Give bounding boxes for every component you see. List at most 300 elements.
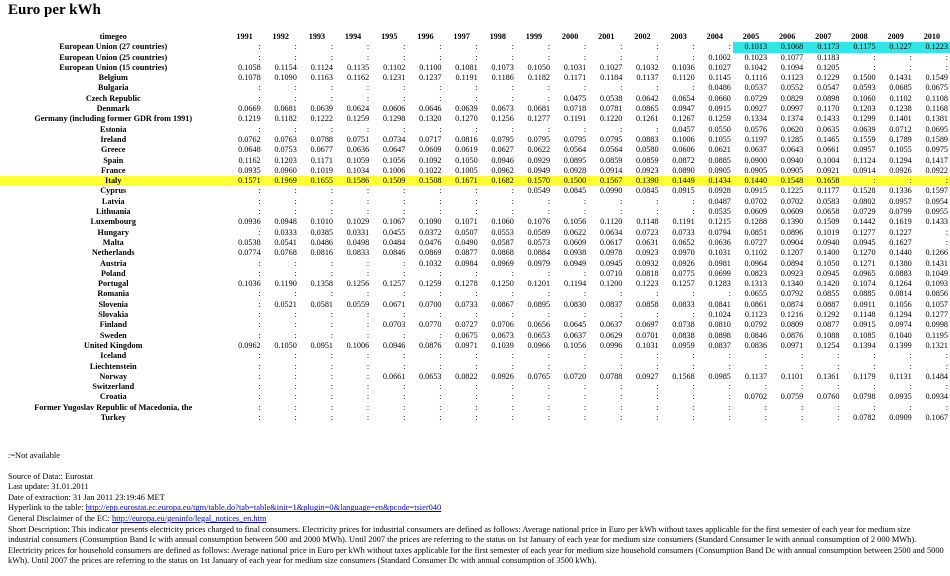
price-cell: 0.1175 — [841, 42, 877, 52]
price-cell: 0.0573 — [527, 237, 551, 247]
table-row — [0, 279, 950, 289]
price-cell: 0.0637 — [563, 330, 587, 340]
price-cell: 0.1256 — [346, 279, 370, 289]
price-cell: 0.1256 — [491, 114, 514, 124]
price-cell: 0.1789 — [889, 134, 912, 144]
price-cell: : — [873, 351, 876, 361]
price-cell: 0.0385 — [310, 227, 333, 237]
price-cell: 0.0856 — [925, 289, 948, 299]
price-cell: 0.1401 — [889, 114, 912, 124]
price-cell: 0.0484 — [382, 237, 406, 247]
table-row — [0, 351, 950, 361]
price-cell: : — [837, 361, 840, 371]
price-cell: : — [620, 382, 623, 392]
price-cell: : — [403, 83, 406, 93]
price-cell: 0.1191 — [563, 114, 587, 124]
price-cell: 0.0768 — [274, 248, 297, 258]
price-cell: 0.0706 — [491, 320, 514, 330]
table-row — [0, 372, 950, 382]
price-cell: : — [583, 124, 587, 134]
price-cell: 0.1336 — [889, 186, 912, 196]
price-cell: 0.0962 — [238, 340, 261, 350]
price-cell: : — [511, 196, 514, 206]
price-cell: 0.0643 — [780, 145, 804, 155]
price-cell: 0.1154 — [274, 62, 297, 72]
price-cell: : — [475, 361, 478, 371]
price-cell: 0.1201 — [527, 279, 551, 289]
price-cell: 0.1288 — [744, 217, 768, 227]
price-cell: : — [909, 62, 912, 72]
price-cell: : — [583, 289, 587, 299]
price-cell: : — [403, 330, 406, 340]
table-row — [0, 83, 950, 93]
price-cell: 0.0829 — [780, 93, 804, 103]
price-cell: 0.0936 — [238, 217, 261, 227]
price-cell: : — [656, 310, 659, 320]
disclaimer-link[interactable]: http://europa.eu/geninfo/legal_notices_en.htm — [111, 513, 267, 523]
price-cell: : — [403, 124, 406, 134]
price-cell: 0.0476 — [419, 237, 442, 247]
price-cell: 0.1390 — [624, 176, 660, 186]
country-label: Hungary — [97, 227, 129, 237]
table-hyperlink[interactable]: http://epp.eurostat.ec.europa.eu/tgm/table.do?tab=table&init=1&plugin=0&language=en&pcode=tsier040 — [85, 503, 442, 513]
price-cell: : — [620, 402, 623, 412]
price-cell: : — [800, 382, 804, 392]
price-cell: : — [511, 52, 514, 62]
price-cell: : — [583, 351, 587, 361]
price-cell: 0.1257 — [672, 279, 695, 289]
price-cell: 0.0654 — [672, 93, 695, 103]
price-cell: 0.0978 — [599, 248, 623, 258]
year-header: 1996 — [417, 32, 434, 41]
price-cell: : — [945, 351, 948, 361]
price-cell: 0.0914 — [853, 165, 876, 175]
price-cell: 0.0946 — [491, 155, 514, 165]
price-cell: 0.0841 — [708, 299, 731, 309]
price-cell: 0.1056 — [382, 155, 406, 165]
price-cell: 0.1570 — [516, 176, 552, 186]
price-cell: : — [692, 289, 695, 299]
price-cell: : — [692, 196, 695, 206]
price-cell: 0.1394 — [853, 340, 876, 350]
price-cell: 0.1270 — [853, 248, 876, 258]
price-cell: : — [258, 93, 261, 103]
price-cell: 0.0951 — [310, 340, 333, 350]
year-header: 2008 — [851, 32, 868, 41]
price-cell: 0.1092 — [419, 155, 442, 165]
price-cell: 0.1440 — [889, 248, 912, 258]
price-cell: : — [873, 361, 876, 371]
price-cell: : — [439, 186, 442, 196]
price-cell: 0.0838 — [672, 330, 695, 340]
price-cell: : — [366, 52, 370, 62]
price-cell: : — [475, 310, 478, 320]
price-cell: 0.0781 — [599, 104, 623, 114]
price-cell: 0.0865 — [636, 104, 659, 114]
price-cell: 0.0935 — [889, 392, 912, 402]
country-label: Bulgaria — [98, 83, 129, 93]
price-cell: 0.0940 — [780, 155, 804, 165]
price-cell: : — [583, 310, 587, 320]
country-label: Former Yugoslav Republic of Macedonia, the — [34, 402, 193, 412]
price-cell: 0.0971 — [780, 340, 804, 350]
table-row — [0, 197, 950, 207]
price-cell: 0.0810 — [708, 320, 731, 330]
price-cell: : — [258, 124, 261, 134]
price-cell: 0.0962 — [491, 165, 514, 175]
price-cell: 0.1549 — [925, 73, 948, 83]
price-cell: : — [294, 42, 297, 52]
price-cell: 0.1238 — [889, 104, 912, 114]
price-cell: : — [366, 371, 370, 381]
price-cell: : — [294, 361, 297, 371]
price-cell: 0.0798 — [853, 392, 876, 402]
country-label: European Union (27 countries) — [59, 42, 168, 52]
price-cell: 0.1267 — [672, 114, 695, 124]
table-row — [0, 73, 950, 83]
year-header: 1994 — [344, 32, 362, 41]
price-cell: 0.0845 — [636, 186, 659, 196]
price-cell: : — [330, 186, 333, 196]
table-row — [0, 104, 950, 114]
price-cell: 0.1277 — [527, 114, 551, 124]
price-cell: 0.0720 — [563, 371, 587, 381]
price-cell: : — [692, 402, 695, 412]
price-cell: : — [439, 310, 442, 320]
year-header: 1999 — [525, 32, 543, 41]
price-cell: 0.1090 — [274, 73, 297, 83]
price-cell: 0.1108 — [925, 93, 948, 103]
price-cell: 0.0619 — [455, 145, 478, 155]
price-cell: : — [330, 351, 333, 361]
table-row — [0, 403, 950, 413]
price-cell: : — [258, 52, 261, 62]
price-cell: 0.0652 — [672, 237, 695, 247]
price-cell: 0.0697 — [636, 320, 659, 330]
price-cell: 0.0905 — [780, 165, 804, 175]
price-cell: : — [366, 320, 370, 330]
price-cell: : — [366, 392, 370, 402]
price-cell: 0.1050 — [816, 258, 840, 268]
price-cell: : — [258, 330, 261, 340]
price-cell: 0.1259 — [346, 114, 370, 124]
price-cell: : — [366, 310, 370, 320]
price-cell: 0.0877 — [816, 320, 840, 330]
price-cell: : — [403, 402, 406, 412]
price-cell: 0.0909 — [889, 412, 912, 422]
price-cell: 0.1027 — [599, 62, 623, 72]
price-cell: 0.1528 — [853, 186, 876, 196]
price-cell: 0.1266 — [925, 248, 948, 258]
price-cell: : — [511, 361, 514, 371]
price-cell: : — [439, 392, 442, 402]
price-cell: : — [547, 52, 551, 62]
price-cell: : — [945, 227, 948, 237]
price-cell: 0.0861 — [744, 299, 768, 309]
price-cell: 0.1182 — [274, 114, 297, 124]
price-cell: 0.1056 — [563, 217, 587, 227]
price-cell: : — [330, 330, 333, 340]
table-row — [0, 331, 950, 341]
price-cell: : — [620, 289, 623, 299]
price-cell: 0.0997 — [780, 104, 804, 114]
price-cell: 0.1073 — [491, 62, 514, 72]
table-row — [0, 145, 950, 155]
price-cell: : — [511, 186, 514, 196]
price-cell: 0.1042 — [744, 62, 768, 72]
price-cell: 0.0550 — [708, 124, 731, 134]
price-cell: : — [439, 289, 442, 299]
price-cell: 0.1277 — [853, 227, 876, 237]
country-label: Iceland — [100, 351, 127, 361]
price-cell: 0.0487 — [708, 196, 731, 206]
price-cell: 0.1171 — [563, 73, 587, 83]
price-cell: 0.1627 — [889, 237, 912, 247]
price-cell: : — [475, 402, 478, 412]
price-cell: 0.0661 — [816, 145, 840, 155]
disclaimer-note — [8, 514, 944, 525]
price-cell: 0.0795 — [599, 134, 623, 144]
price-cell: : — [330, 371, 333, 381]
price-cell: : — [439, 124, 442, 134]
price-cell: 0.0653 — [419, 371, 442, 381]
price-cell: 0.1059 — [346, 155, 370, 165]
price-cell: : — [366, 382, 370, 392]
price-cell: 0.0947 — [672, 104, 695, 114]
price-cell: 0.0795 — [563, 134, 587, 144]
price-cell: 0.0669 — [238, 104, 261, 114]
price-cell: 0.0799 — [889, 207, 912, 217]
price-cell: 0.0974 — [889, 320, 912, 330]
price-cell: 0.0990 — [599, 186, 623, 196]
price-cell: 0.1022 — [419, 165, 442, 175]
price-cell: : — [511, 412, 514, 422]
price-cell: : — [547, 42, 551, 52]
price-cell: 0.1186 — [491, 73, 514, 83]
price-cell: 0.0926 — [672, 258, 695, 268]
price-cell: : — [258, 382, 261, 392]
price-cell: 0.0675 — [925, 83, 948, 93]
table-row — [0, 320, 950, 330]
price-cell: 0.0507 — [455, 227, 478, 237]
price-cell: : — [728, 42, 731, 52]
price-cell: 0.0872 — [672, 155, 695, 165]
price-cell: : — [258, 258, 261, 268]
price-cell: 0.1055 — [708, 134, 731, 144]
price-cell: 0.1148 — [636, 217, 659, 227]
price-cell: 0.1619 — [889, 217, 912, 227]
year-header: 2004 — [706, 32, 723, 41]
price-cell: 0.1257 — [382, 279, 406, 289]
price-cell: 0.0606 — [672, 145, 695, 155]
price-cell: 0.0673 — [491, 330, 514, 340]
price-cell: 0.0653 — [527, 330, 551, 340]
price-cell: 0.0900 — [744, 155, 768, 165]
price-cell: : — [583, 196, 587, 206]
price-cell: 0.1223 — [636, 279, 659, 289]
price-cell: 0.0627 — [491, 145, 514, 155]
price-cell: 0.1380 — [889, 258, 912, 268]
price-cell: : — [330, 361, 333, 371]
price-cell: 0.0609 — [744, 207, 768, 217]
price-cell: : — [403, 382, 406, 392]
price-cell: 0.0636 — [708, 237, 731, 247]
price-cell: 0.1334 — [744, 114, 768, 124]
price-cell: : — [511, 351, 514, 361]
price-table — [0, 32, 950, 423]
year-header: 2001 — [598, 32, 615, 41]
price-cell: 0.1055 — [889, 145, 912, 155]
price-cell: 0.1361 — [816, 371, 840, 381]
price-cell: 0.0639 — [455, 104, 478, 114]
table-row — [0, 362, 950, 372]
price-cell: : — [547, 310, 551, 320]
price-cell: 0.0734 — [382, 134, 406, 144]
price-cell: : — [403, 310, 406, 320]
price-cell: : — [511, 402, 514, 412]
price-cell: 0.1184 — [600, 73, 623, 83]
price-cell: 0.0775 — [672, 268, 695, 278]
price-cell: : — [656, 392, 659, 402]
price-cell: : — [547, 124, 551, 134]
price-cell: 0.0921 — [816, 165, 840, 175]
price-cell: 0.0538 — [599, 93, 623, 103]
price-cell: : — [294, 392, 297, 402]
price-cell: 0.1500 — [853, 73, 876, 83]
price-cell: 0.1220 — [599, 114, 623, 124]
price-cell: : — [294, 186, 297, 196]
price-cell: 0.0629 — [599, 330, 623, 340]
price-cell: : — [439, 207, 442, 217]
price-cell: : — [330, 42, 333, 52]
price-cell: 0.0564 — [563, 145, 587, 155]
country-label: Netherlands — [91, 248, 135, 258]
table-row — [0, 217, 950, 227]
price-cell: : — [403, 412, 406, 422]
price-cell: 0.1254 — [816, 340, 840, 350]
price-cell: 0.0935 — [238, 165, 261, 175]
price-cell: 0.1259 — [708, 114, 731, 124]
country-label: Denmark — [96, 104, 130, 114]
price-cell: 0.0915 — [744, 186, 768, 196]
country-label: Greece — [101, 145, 126, 155]
price-cell: : — [511, 42, 514, 52]
table-row — [0, 94, 950, 104]
price-cell: : — [475, 351, 478, 361]
price-cell: : — [837, 382, 840, 392]
price-cell: : — [764, 402, 768, 412]
price-cell: 0.1074 — [853, 279, 876, 289]
price-cell: 0.1094 — [780, 62, 804, 72]
price-cell: 0.0559 — [346, 299, 370, 309]
price-cell: : — [728, 382, 731, 392]
price-cell: 0.1500 — [552, 176, 588, 186]
price-cell: 0.1049 — [925, 268, 948, 278]
price-cell: : — [258, 310, 261, 320]
price-cell: 0.0760 — [816, 392, 840, 402]
price-cell: : — [330, 382, 333, 392]
price-cell: 0.1200 — [599, 279, 623, 289]
price-cell: : — [656, 207, 659, 217]
source-note: Source of Data:: Eurostat — [8, 471, 93, 481]
price-cell: 0.1271 — [853, 258, 876, 268]
country-label: Czech Republic — [85, 93, 141, 103]
price-cell: 0.0894 — [780, 258, 804, 268]
price-cell: 0.0589 — [527, 227, 551, 237]
price-cell: : — [475, 382, 478, 392]
price-cell: : — [439, 93, 442, 103]
price-cell: 0.1417 — [925, 155, 948, 165]
price-cell: 0.0846 — [382, 248, 406, 258]
price-cell: 0.1197 — [744, 134, 768, 144]
price-cell: : — [656, 83, 659, 93]
price-cell: : — [547, 207, 551, 217]
price-cell: : — [475, 186, 478, 196]
price-cell: 0.1433 — [816, 114, 840, 124]
price-cell: 0.0671 — [382, 299, 406, 309]
price-cell: 0.0964 — [744, 258, 768, 268]
price-cell: 0.0816 — [455, 134, 478, 144]
price-cell: 0.0877 — [455, 248, 478, 258]
price-cell: 0.0969 — [491, 258, 514, 268]
hyperlink-note — [8, 503, 944, 514]
price-cell: : — [366, 207, 370, 217]
price-cell: 0.0833 — [346, 248, 370, 258]
price-cell: 0.1400 — [816, 248, 840, 258]
price-cell: 0.0609 — [419, 145, 442, 155]
price-cell: 0.0923 — [780, 268, 804, 278]
price-cell: 0.0858 — [636, 299, 659, 309]
price-cell: 0.1031 — [563, 62, 587, 72]
price-cell: : — [366, 258, 370, 268]
country-label: Estonia — [100, 124, 127, 134]
price-cell: 0.1261 — [636, 114, 659, 124]
price-cell: 0.1040 — [889, 330, 912, 340]
price-cell: 0.0837 — [599, 299, 623, 309]
price-cell: 0.1102 — [744, 248, 768, 258]
price-cell: 0.1195 — [925, 330, 948, 340]
price-cell: : — [909, 361, 912, 371]
price-cell: 0.1116 — [745, 73, 768, 83]
table-row — [0, 207, 950, 217]
price-cell: 0.1219 — [238, 114, 261, 124]
price-cell: : — [764, 351, 768, 361]
price-cell: 0.1005 — [455, 165, 478, 175]
last-update-note: Last update: 31.01.2011 — [8, 482, 89, 492]
country-label: Romania — [97, 289, 130, 299]
price-cell: 0.1145 — [708, 73, 731, 83]
price-cell: 0.1508 — [407, 176, 443, 186]
price-cell: 0.0549 — [527, 186, 551, 196]
price-cell: 0.0809 — [780, 320, 804, 330]
price-cell: : — [258, 227, 261, 237]
price-cell: : — [583, 207, 587, 217]
price-cell: 0.1194 — [563, 279, 587, 289]
price-cell: 0.0723 — [636, 227, 659, 237]
year-header: 2009 — [887, 32, 904, 41]
price-cell: 0.0606 — [382, 104, 406, 114]
price-cell: 0.0587 — [491, 237, 514, 247]
price-cell: 0.0822 — [455, 371, 478, 381]
price-cell: : — [547, 83, 551, 93]
price-cell: 0.1031 — [708, 248, 731, 258]
table-row — [0, 310, 950, 320]
price-cell: 0.0915 — [708, 104, 731, 114]
price-cell: 0.0898 — [708, 330, 731, 340]
table-row — [0, 392, 950, 402]
price-cell: 0.1093 — [925, 279, 948, 289]
price-cell: 0.0660 — [708, 93, 731, 103]
